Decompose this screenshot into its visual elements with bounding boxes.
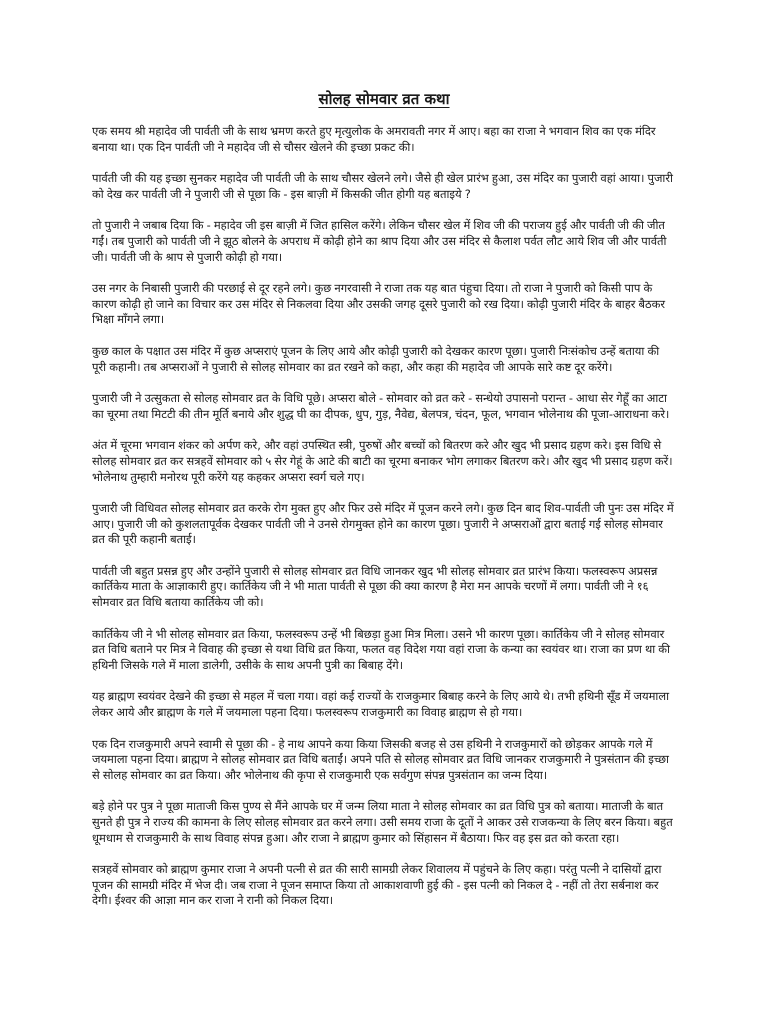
paragraph-2: पार्वती जी की यह इच्छा सुनकर महादेव जी पार्वती जी के साथ चौसर खेलने लगे। जैसे ही खेल प्रारंभ हुआ, उस मंदिर का पुजारी वहां आया। पुजारी को देख कर पार्वती जी ने पुजारी जी से पूछा कि - इस बाज़ी में किसकी जीत होगी यह बताइये ? xyxy=(92,171,673,201)
paragraph-8: पुजारी जी विधिवत सोलह सोमवार व्रत करके रोग मुक्त हुए और फिर उसे मंदिर में पूजन करने लगे। कुछ दिन बाद शिव-पार्वती जी पुनः उस मंदिर में आए। पुजारी जी को कुशलतापूर्वक देखकर पार्वती जी ने उनसे रोगमुक्त होने का कारण पूछा। पुजारी ने अप्सराओं द्वारा बताई गई सोलह सोमवार व्रत की पूरी कहानी बताई। xyxy=(92,501,674,547)
paragraph-1: एक समय श्री महादेव जी पार्वती जी के साथ भ्रमण करते हुए मृत्युलोक के अमरावती नगर में आए। बहा का राजा ने भगवान शिव का एक मंदिर बनाया था। एक दिन पार्वती जी ने महादेव जी से चौसर खेलने की इच्छा प्रकट की। xyxy=(92,124,656,154)
paragraph-5: कुछ काल के पक्षात उस मंदिर में कुछ अप्सराएं पूजन के लिए आये और कोढ़ी पुजारी को देखकर कारण पूछा। पुजारी निःसंकोच उन्हें बताया की पूरी कहानी। तब अप्सराओं ने पुजारी से सोलह सोमवार का व्रत रखने को कहा, और कहा की महादेव जी आपके सारे कष्ट दूर करेंगे। xyxy=(92,343,660,374)
paragraph-7: अंत में चूरमा भगवान शंकर को अर्पण करे, और वहां उपस्थित स्त्री, पुरुषों और बच्चों को बितरण करे और खुद भी प्रसाद ग्रहण करे। इस विधि से सोलह सोमवार व्रत कर सत्रहवें सोमवार को ५ सेर गेहूं के आटे की बाटी का चूरमा बनाकर भोग लगाकर बितरण करे। और खुद भी प्रसाद ग्रहण करें। भोलेनाथ तुम्हारी मनोरथ पूरी करेंगे यह कहकर अप्सरा स्वर्ग चले गए। xyxy=(92,438,673,484)
paragraph-9: पार्वती जी बहुत प्रसन्न हुए और उन्होंने पुजारी से सोलह सोमवार व्रत विधि जानकर खुद भी सोलह सोमवार व्रत प्रारंभ किया। फलस्वरूप अप्रसन्न कार्तिकेय माता के आज्ञाकारी हुए। कार्तिकेय जी ने भी माता पार्वती से पूछा की क्या कारण है मेरा मन आपके चरणों में लगा। पार्वती जी ने १६ सोमवार व्रत विधि बताया कार्तिकेय जी को। xyxy=(92,563,658,610)
page-title: सोलह सोमवार व्रत कथा xyxy=(318,90,450,108)
paragraph-3: तो पुजारी ने जबाब दिया कि - महादेव जी इस बाज़ी में जित हासिल करेंगे। लेकिन चौसर खेल में शिव जी की पराजय हुई और पार्वती जी की जीत गईं। तब पुजारी को पार्वती जी ने झूठ बोलने के अपराध में कोढ़ी होने का श्राप दिया और उस मंदिर से कैलाश पर्वत लौट आये शिव जी और पार्वती जी। पार्वती जी के श्राप से पुजारी कोढ़ी हो गया। xyxy=(92,218,667,264)
paragraph-4: उस नगर के निबासी पुजारी की परछाई से दूर रहने लगे। कुछ नगरवासी ने राजा तक यह बात पंहुचा दिया। तो राजा ने पुजारी को किसी पाप के कारण कोढ़ी हो जाने का विचार कर उस मंदिर से निकलवा दिया और उसकी जगह दूसरे पुजारी को रख दिया। कोढ़ी पुजारी मंदिर के बाहर बैठकर भिक्षा माँगने लगा। xyxy=(92,281,666,327)
paragraph-11: यह ब्राह्मण स्वयंवर देखने की इच्छा से महल में चला गया। वहां कई राज्यों के राजकुमार बिबाह करने के लिए आये थे। तभी हथिनी सूँड में जयमाला लेकर आये और ब्राह्मण के गले में जयमाला पहना दिया। फलस्वरूप राजकुमारी का विवाह ब्राह्मण से हो गया। xyxy=(92,689,670,720)
paragraph-12: एक दिन राजकुमारी अपने स्वामी से पूछा की - हे नाथ आपने कया किया जिसकी बजह से उस हथिनी ने राजकुमारों को छोड़कर आपके गले में जयमाला पहना दिया। ब्राह्मण ने सोलह सोमवार व्रत विधि बताईं। अपने पति से सोलह सोमवार व्रत विधि जानकर राजकुमारी ने पुत्रसंतान की इच्छा से सोलह सोमवार का व्रत किया। और भोलेनाथ की कृपा से राजकुमारी एक सर्वगुण संपन्न पुत्रसंतान का जन्म दिया। xyxy=(92,736,669,782)
paragraph-10: कार्तिकेय जी ने भी सोलह सोमवार व्रत किया, फलस्वरूप उन्हें भी बिछड़ा हुआ मित्र मिला। उसने भी कारण पूछा। कार्तिकेय जी ने सोलह सोमवार व्रत विधि बताने पर मित्र ने विवाह की इच्छा से यथा विधि व्रत किया, फलत वह विदेश गया वहां राजा के कन्या का स्वयंवर था। राजा का प्रण था की हथिनी जिसके गले में माला डालेगी, उसीके के साथ अपनी पुत्री का बिबाह देंगे। xyxy=(92,626,670,672)
paragraph-6: पुजारी जी ने उत्सुकता से सोलह सोमवार व्रत के विधि पूछे। अप्सरा बोले - सोमवार को व्रत करे - सन्धेयो उपासनो परान्त - आधा सेर गेहूँ का आटा का चूरमा तथा मिटटी की तीन मूर्ति बनाये और शुद्ध घी का दीपक, धुप, गुड़, नैवेद्य, बेलपत्र, चंदन, फूल, भगवान भोलेनाथ की पूजा-आराधना करे। xyxy=(92,391,670,421)
paragraph-13: बड़े होने पर पुत्र ने पूछा माताजी किस पुण्य से मैंने आपके घर में जन्म लिया माता ने सोलह सोमवार का व्रत विधि पुत्र को बताया। माताजी के बात सुनते ही पुत्र ने राज्य की कामना के लिए सोलह सोमवार व्रत करने लगा। उसी समय राजा के दूतों ने आकर उसे राजकन्या के लिए बरन किया। बहुत धूमधाम से राजकुमारी के साथ विवाह संपन्न हुआ। और राजा ने ब्राह्मण कुमार को सिंहासन में बैठाया। फिर वह इस व्रत को करता रहा। xyxy=(92,799,673,845)
paragraph-14: सत्रहवें सोमवार को ब्राह्मण कुमार राजा ने अपनी पत्नी से व्रत की सारी सामग्री लेकर शिवालय में पहुंचने के लिए कहा। परंतु पत्नी ने दासियों द्वारा पूजन की सामग्री मंदिर में भेज दी। जब राजा ने पूजन समाप्त किया तो आकाशवाणी हुई की - इस पत्नी को निकल दे - नहीं तो तेरा सर्बनाश कर देगी। ईश्वर की आज्ञा मान कर राजा ने रानी को निकल दिया। xyxy=(92,862,662,908)
